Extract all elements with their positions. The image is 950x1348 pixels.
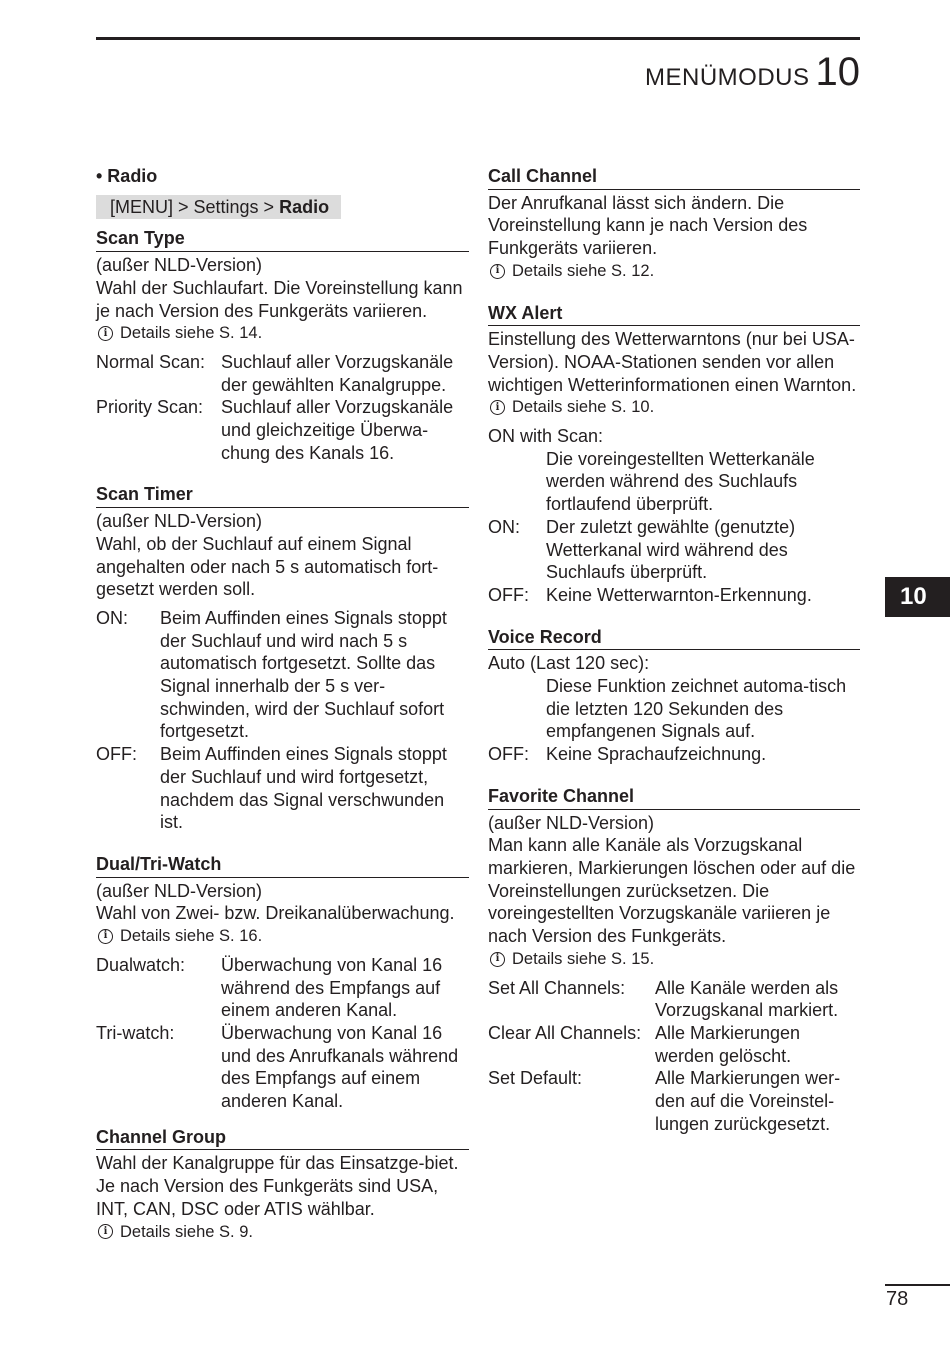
body-text: Wahl, ob der Suchlauf auf einem Signal angehalten oder nach 5 s automatisch fort-gesetzt werden soll. xyxy=(96,533,439,600)
chapter-number: 10 xyxy=(815,50,860,94)
info-circle-icon: i xyxy=(98,1224,113,1239)
info-circle-icon: i xyxy=(490,400,505,415)
reference xyxy=(488,260,860,283)
reference-text: Details siehe S. 10. xyxy=(512,398,655,417)
definition-row xyxy=(488,1022,860,1067)
reference-text: Details siehe S. 14. xyxy=(120,324,263,343)
reference xyxy=(96,1221,469,1244)
definition-desc: Die voreingestellten Wetterkanäle werden während des Suchlaufs fortlaufend überprüft. xyxy=(546,448,815,515)
definition-term: ON with Scan: xyxy=(488,426,604,447)
section-heading: Voice Record xyxy=(488,626,860,651)
section-heading: Favorite Channel xyxy=(488,785,860,810)
body-text: Man kann alle Kanäle als Vorzugskanal markieren, Markierungen löschen oder auf die Voreinstellungen zurücksetzen. Die voreingestellten Vorzugskanäle variieren je nach Version des Funkgeräts. xyxy=(488,835,856,947)
section-favorite-channel xyxy=(488,785,860,1136)
definition-list xyxy=(96,351,469,465)
definition-desc: Der zuletzt gewählte (genutzte) Wetterkanal wird während des Suchlaufs überprüft. xyxy=(546,516,796,583)
reference xyxy=(96,925,469,948)
definition-term: Priority Scan: xyxy=(96,397,204,418)
definition-term: Tri-watch: xyxy=(96,1022,175,1043)
definition-term: Clear All Channels: xyxy=(488,1022,642,1043)
body-text: (außer NLD-Version) xyxy=(488,812,655,833)
reference xyxy=(488,396,860,419)
definition-row xyxy=(488,977,860,1022)
definition-term: Normal Scan: xyxy=(96,351,206,372)
definition-desc: Beim Auffinden eines Signals stoppt der Suchlauf und wird fortgesetzt, nachdem das Signal verschwunden ist. xyxy=(160,744,447,833)
reference-text: Details siehe S. 12. xyxy=(512,261,655,280)
left-column xyxy=(96,165,469,1243)
page-number: 78 xyxy=(886,1288,909,1310)
definition-desc: Diese Funktion zeichnet automa-tisch die letzten 120 Sekunden des empfangenen Signals auf. xyxy=(546,676,847,742)
definition-desc: Keine Sprachaufzeichnung. xyxy=(546,744,767,765)
bullet-title: • Radio xyxy=(96,166,158,186)
section-wx-alert xyxy=(488,302,860,607)
definition-desc: Überwachung von Kanal 16 und des Anrufkanals während des Empfangs auf einem anderen Kanal. xyxy=(221,1022,459,1112)
section-heading: Dual/Tri-Watch xyxy=(96,853,469,878)
definition-term: Set Default: xyxy=(488,1068,583,1089)
definition-row xyxy=(488,1067,860,1135)
definition-row xyxy=(488,516,860,584)
section-heading: Call Channel xyxy=(488,165,860,190)
section-dual-tri-watch xyxy=(96,853,469,1113)
definition-desc: Beim Auffinden eines Signals stoppt der Suchlauf und wird nach 5 s automatisch fortgesetzt. Sollte das Signal innerhalb der 5 s ver-schwinden, wird der Suchlauf sofort fortgesetzt. xyxy=(160,607,447,742)
reference-text: Details siehe S. 16. xyxy=(120,927,263,946)
section-channel-group xyxy=(96,1126,469,1244)
definition-desc: Alle Markierungen wer-den auf die Voreinstel-lungen zurückgesetzt. xyxy=(655,1068,841,1134)
body-text: (außer NLD-Version) xyxy=(96,511,263,532)
definition-list xyxy=(488,425,860,607)
definition-desc: Suchlauf aller Vorzugskanäle und gleichzeitige Überwa-chung des Kanals 16. xyxy=(221,397,454,463)
definition-desc: Überwachung von Kanal 16 während des Empfangs auf einem anderen Kanal. xyxy=(221,954,443,1021)
chapter-title: MENÜMODUS xyxy=(645,64,810,91)
chapter-header xyxy=(645,50,860,95)
body-text: (außer NLD-Version) xyxy=(96,255,263,276)
definition-row xyxy=(488,584,860,607)
definition-row xyxy=(96,607,469,743)
definition-list xyxy=(488,977,860,1136)
body-text: Der Anrufkanal lässt sich ändern. Die Voreinstellung kann je nach Version des Funkgeräts variieren. xyxy=(488,192,808,259)
right-column xyxy=(488,165,860,1135)
definition-row xyxy=(96,743,469,834)
body-text: Wahl der Kanalgruppe für das Einsatzge-biet. Je nach Version des Funkgeräts sind USA, INT, CAN, DSC oder ATIS wählbar. xyxy=(96,1153,459,1219)
definition-row xyxy=(96,396,469,464)
definition-row xyxy=(96,1022,469,1113)
section-heading: Scan Timer xyxy=(96,483,469,508)
menu-path xyxy=(96,195,341,220)
section-heading: Scan Type xyxy=(96,227,469,252)
definition-term: Dualwatch: xyxy=(96,954,186,975)
info-circle-icon: i xyxy=(98,929,113,944)
info-circle-icon: i xyxy=(490,264,505,279)
menu-path-bold: Radio xyxy=(279,196,330,217)
definition-row xyxy=(96,954,469,1022)
definition-desc: Alle Markierungen werden gelöscht. xyxy=(655,1022,801,1066)
definition-row xyxy=(96,351,469,396)
definition-desc: Keine Wetterwarnton-Erkennung. xyxy=(546,584,812,605)
reference-text: Details siehe S. 15. xyxy=(512,949,655,968)
menu-path-prefix: [MENU] > Settings > xyxy=(110,196,280,217)
section-call-channel xyxy=(488,165,860,283)
page-number-rule xyxy=(885,1284,950,1286)
info-circle-icon: i xyxy=(98,326,113,341)
reference xyxy=(96,322,469,345)
body-text: Wahl der Suchlaufart. Die Voreinstellung kann je nach Version des Funkgeräts variieren. xyxy=(96,277,463,321)
reference xyxy=(488,948,860,971)
definition-desc: Alle Kanäle werden als Vorzugskanal markiert. xyxy=(655,977,839,1021)
definition-term: OFF: xyxy=(488,744,529,765)
definition-term: Auto (Last 120 sec): xyxy=(488,653,650,674)
reference-text: Details siehe S. 9. xyxy=(120,1222,253,1241)
definition-list xyxy=(96,954,469,1113)
section-heading: WX Alert xyxy=(488,302,860,327)
info-circle-icon: i xyxy=(490,952,505,967)
definition-list xyxy=(96,607,469,834)
definition-term: OFF: xyxy=(488,584,529,605)
definition-term: ON: xyxy=(96,607,129,628)
definition-term: OFF: xyxy=(96,744,137,765)
section-voice-record xyxy=(488,626,860,766)
definition-term: ON: xyxy=(488,516,521,537)
body-text: Einstellung des Wetterwarntons (nur bei USA-Version). NOAA-Stationen senden vor allen wichtigen Wetterinformationen einen Warnton. xyxy=(488,329,857,395)
top-rule xyxy=(96,37,860,40)
body-text: Wahl von Zwei- bzw. Dreikanalüberwachung. xyxy=(96,903,455,924)
section-scan-timer xyxy=(96,483,469,834)
definition-row xyxy=(488,743,860,766)
chapter-side-tab[interactable]: 10 xyxy=(885,577,950,617)
definition-term: Set All Channels: xyxy=(488,977,626,998)
body-text: (außer NLD-Version) xyxy=(96,880,263,901)
definition-desc: Suchlauf aller Vorzugskanäle der gewählten Kanalgruppe. xyxy=(221,351,454,395)
section-heading: Channel Group xyxy=(96,1126,469,1151)
section-scan-type xyxy=(96,227,469,464)
